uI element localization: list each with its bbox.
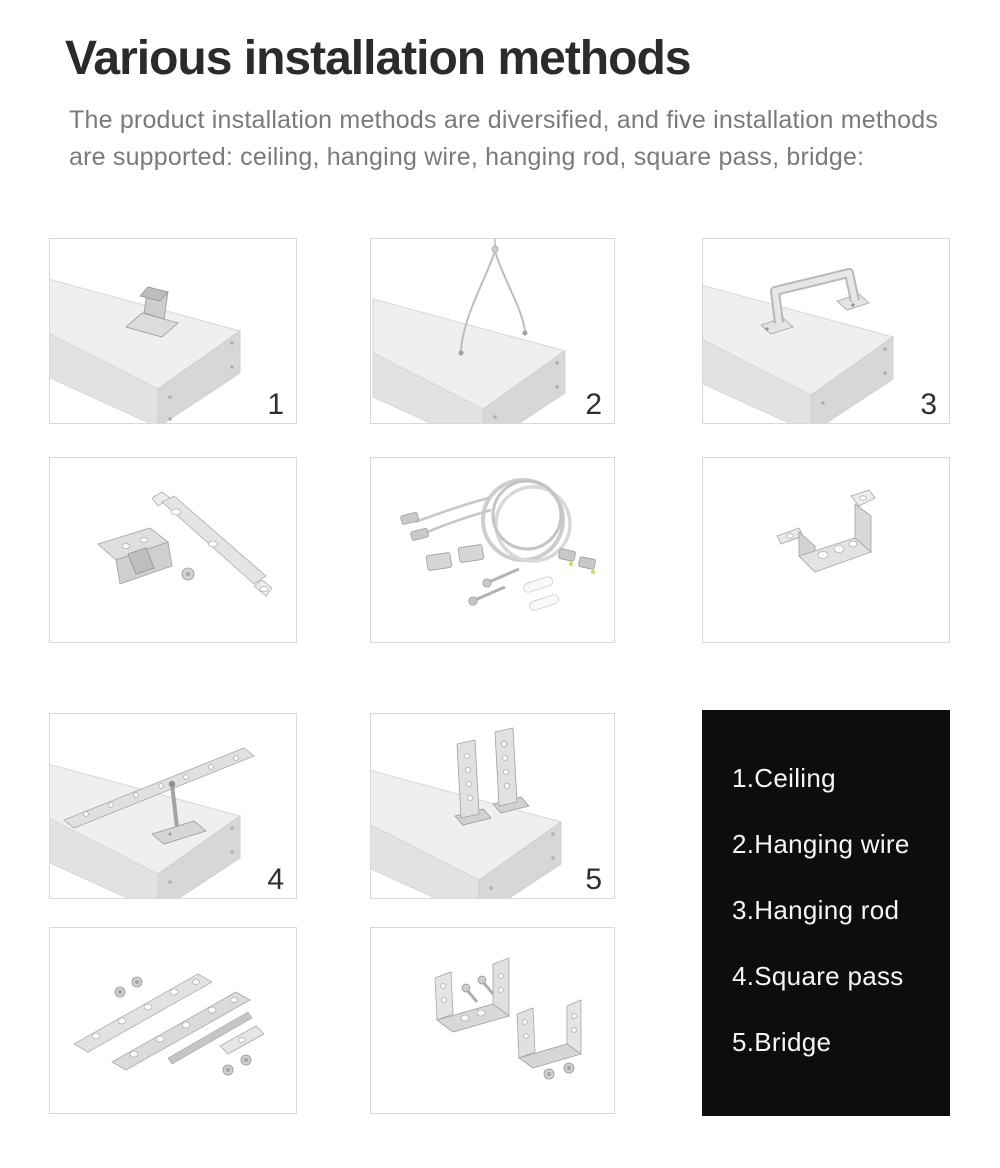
square-pass-hardware-photo bbox=[50, 928, 296, 1113]
tile-number: 5 bbox=[585, 863, 602, 896]
tile-ceiling-fixture bbox=[49, 238, 297, 424]
bridge-fixture-photo bbox=[371, 714, 614, 898]
hanging-wire-fixture-photo bbox=[371, 239, 614, 423]
bridge-u-bracket-right-icon bbox=[517, 1000, 581, 1068]
bridge-hardware-photo bbox=[371, 928, 614, 1113]
legend-item-bridge: 5.Bridge bbox=[732, 1027, 832, 1057]
ceiling-bracket-icon bbox=[98, 528, 172, 584]
tile-ceiling-hardware bbox=[49, 457, 297, 643]
legend-item-square-pass: 4.Square pass bbox=[732, 961, 904, 991]
wall-anchors-icon bbox=[522, 576, 559, 612]
legend-item-hanging-wire: 2.Hanging wire bbox=[732, 829, 910, 859]
tile-number: 1 bbox=[267, 388, 284, 421]
channel-bars-icon bbox=[74, 974, 250, 1070]
wire-coil-icon bbox=[415, 480, 570, 561]
tile-bridge-fixture bbox=[370, 713, 615, 899]
intro-text: The product installation methods are diversified, and five installation methods are supported: ceiling, hanging wire, hanging rod, square pass, bridge: bbox=[69, 106, 939, 171]
tile-hanging-wire-fixture bbox=[370, 238, 615, 424]
ceiling-mount-fixture-photo bbox=[50, 239, 296, 423]
hanging-rod-hardware-photo bbox=[703, 458, 949, 642]
ceiling-mount-hardware-photo bbox=[50, 458, 296, 642]
mounting-bar-icon bbox=[152, 492, 272, 596]
tile-number: 3 bbox=[920, 388, 937, 421]
tile-square-pass-fixture bbox=[49, 713, 297, 899]
tile-hanging-rod-fixture bbox=[702, 238, 950, 424]
legend-item-hanging-rod: 3.Hanging rod bbox=[732, 895, 900, 925]
tile-hanging-wire-hardware bbox=[370, 457, 615, 643]
page-title: Various installation methods bbox=[65, 32, 691, 85]
u-bracket-icon bbox=[777, 490, 875, 572]
nuts-icon bbox=[544, 1063, 574, 1079]
tile-bridge-hardware bbox=[370, 927, 615, 1114]
hanging-rod-fixture-photo bbox=[703, 239, 949, 423]
tile-hanging-rod-hardware bbox=[702, 457, 950, 643]
legend-item-ceiling: 1.Ceiling bbox=[732, 763, 836, 793]
screw-icon bbox=[182, 568, 194, 580]
tile-square-pass-hardware bbox=[49, 927, 297, 1114]
square-pass-fixture-photo bbox=[50, 714, 296, 898]
tile-number: 2 bbox=[585, 388, 602, 421]
screws-icon bbox=[469, 569, 519, 605]
bolts-icon bbox=[462, 976, 493, 1002]
coupler-cylinders-icon bbox=[426, 544, 484, 570]
tile-number: 4 bbox=[267, 863, 284, 896]
legend-panel bbox=[702, 710, 950, 1116]
hanging-wire-hardware-photo bbox=[371, 458, 614, 642]
